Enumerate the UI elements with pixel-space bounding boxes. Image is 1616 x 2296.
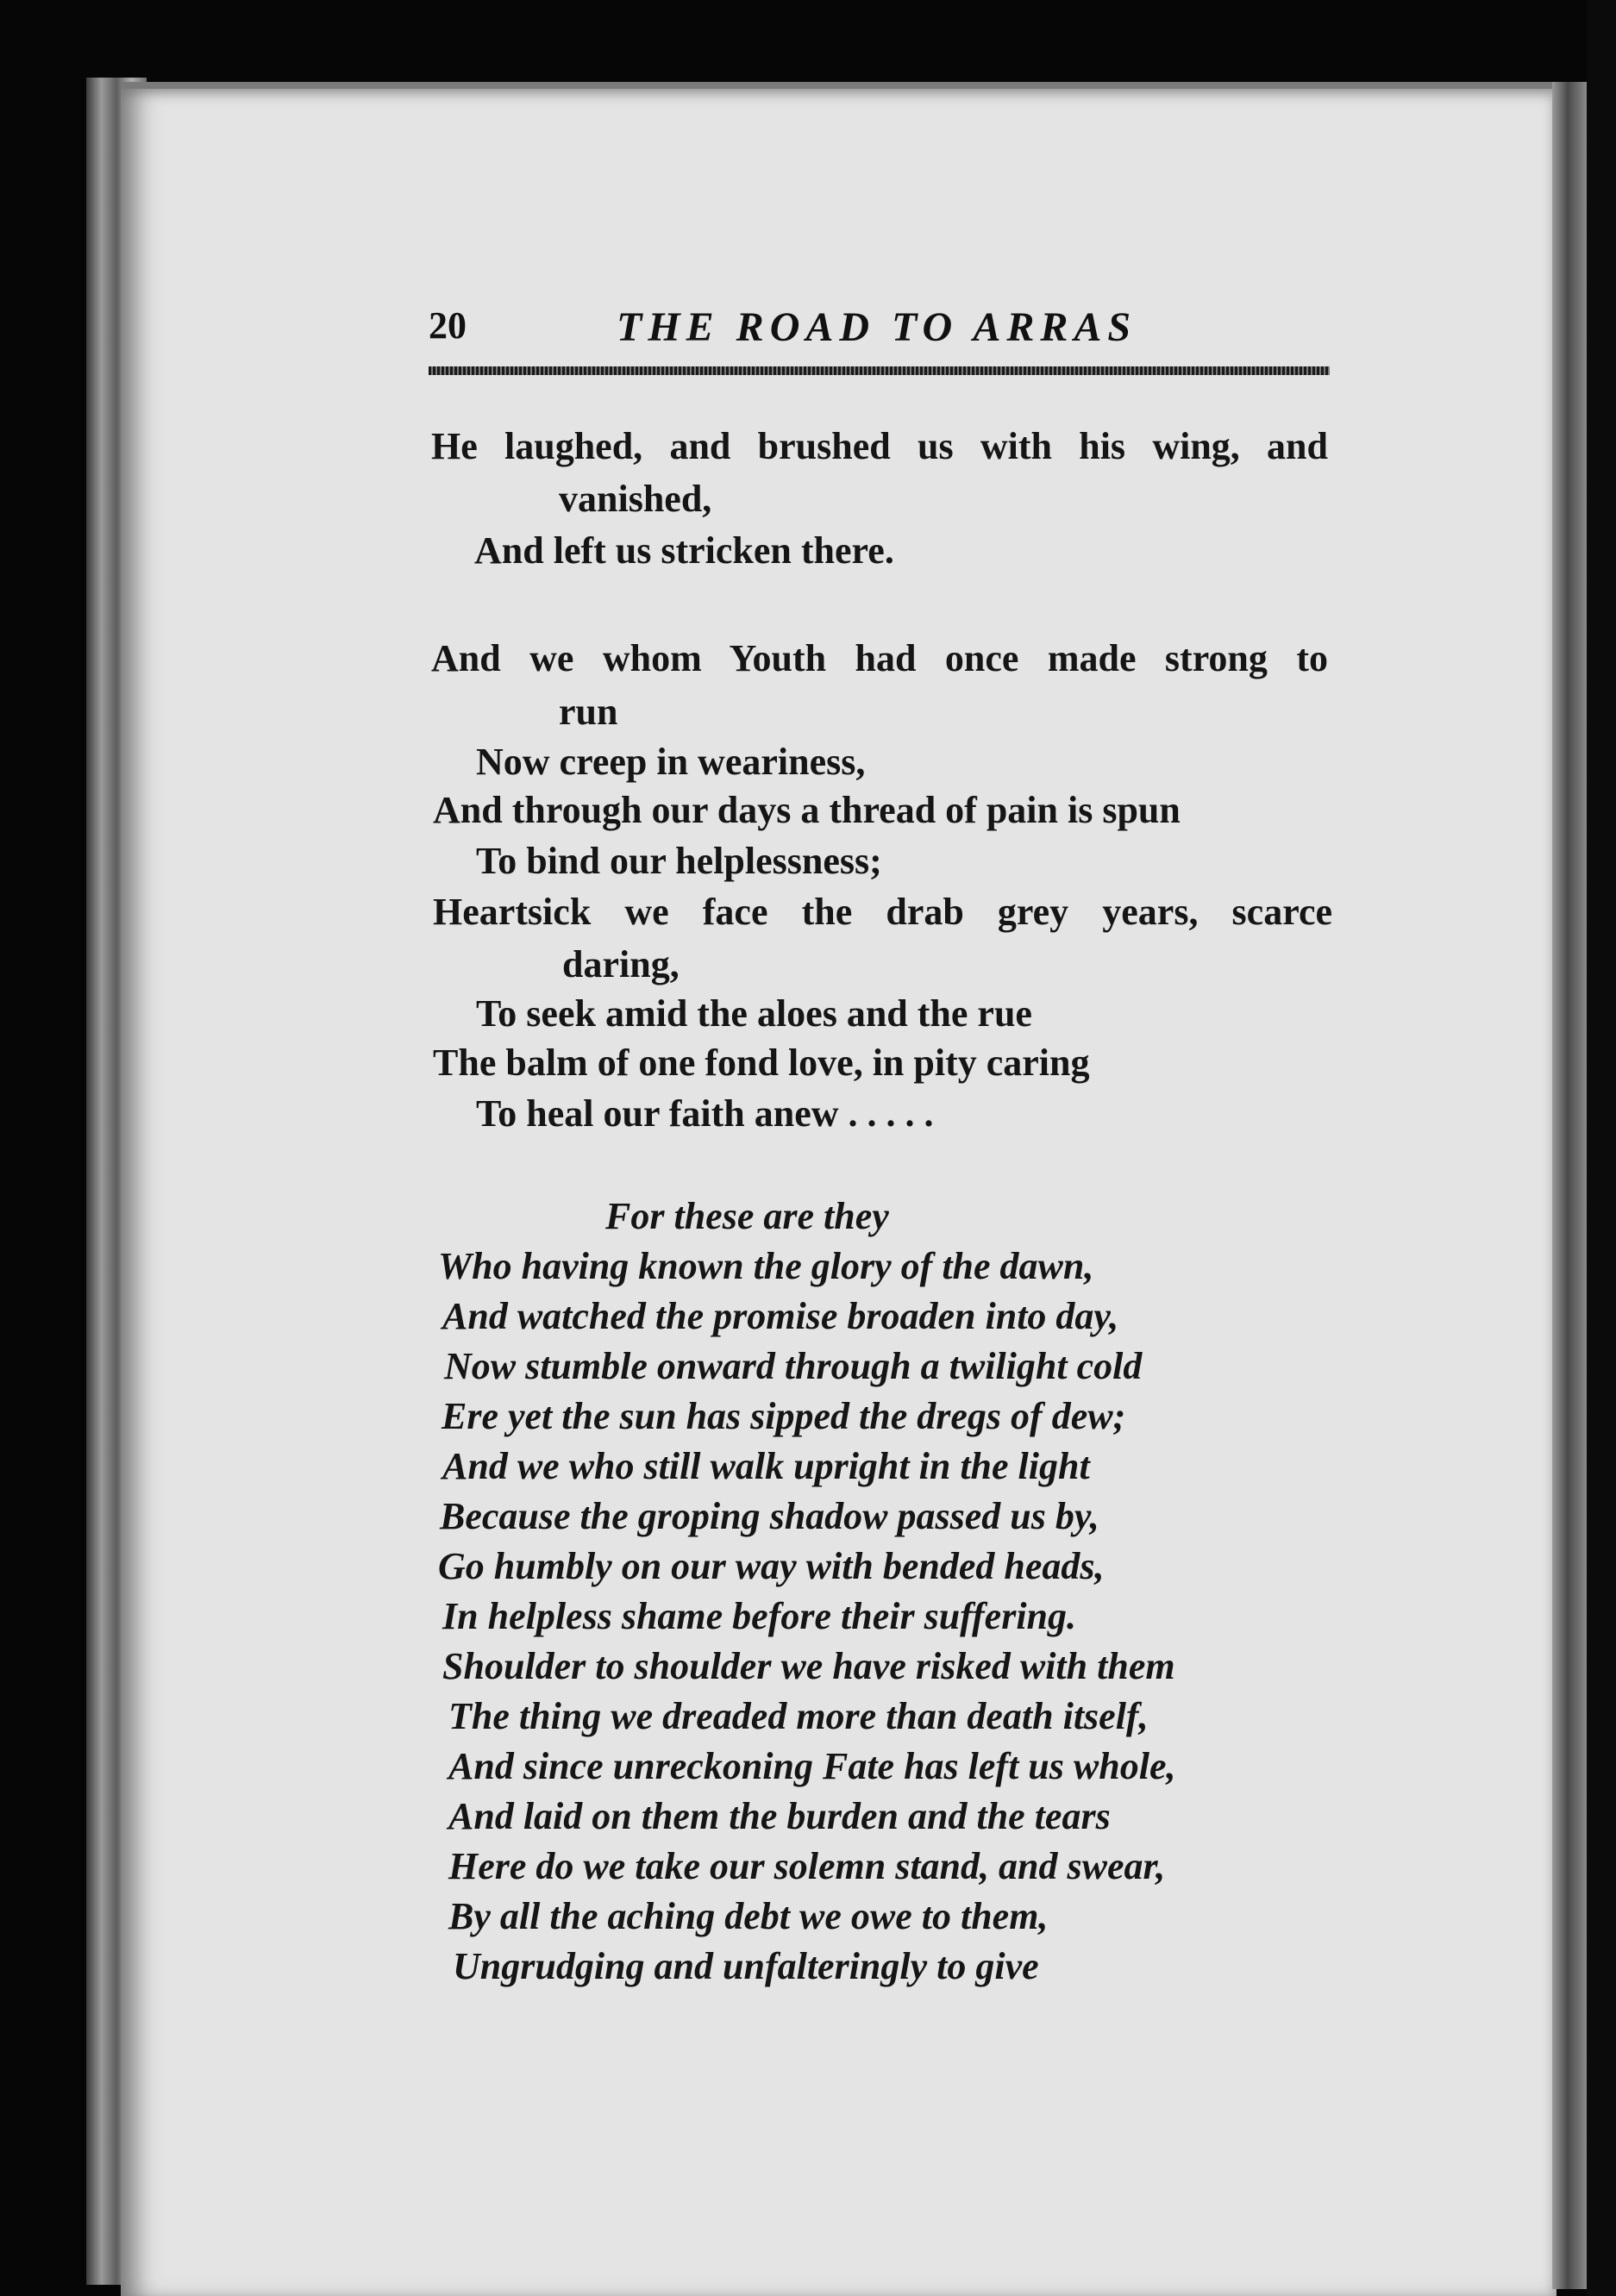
verse-line: Shoulder to shoulder we have risked with them	[442, 1645, 1175, 1687]
running-title: THE ROAD TO ARRAS	[617, 304, 1137, 350]
verse-line: To bind our helplessness;	[476, 840, 882, 882]
verse-line: Because the groping shadow passed us by,	[440, 1495, 1099, 1537]
verse-line: daring,	[562, 943, 680, 985]
verse-line: Who having known the glory of the dawn,	[438, 1245, 1094, 1287]
verse-line: Go humbly on our way with bended heads,	[438, 1545, 1105, 1587]
page-number: 20	[429, 304, 467, 347]
verse-line: And we who still walk upright in the light	[442, 1445, 1090, 1487]
header-rule	[429, 366, 1330, 375]
verse-line: And we whom Youth had once made strong to	[431, 637, 1328, 679]
verse-line: To heal our faith anew . . . . .	[476, 1092, 934, 1135]
verse-line: Now creep in weariness,	[476, 741, 866, 783]
running-header	[429, 303, 1330, 364]
verse-line: Ungrudging and unfalteringly to give	[453, 1945, 1039, 1987]
verse-line: run	[559, 691, 618, 733]
verse-line: To seek amid the aloes and the rue	[476, 992, 1032, 1035]
verse-line: By all the aching debt we owe to them,	[448, 1895, 1049, 1937]
page-right-edge	[1552, 82, 1587, 2289]
scan-right-margin	[1587, 0, 1616, 2296]
verse-line: He laughed, and brushed us with his wing, and	[431, 425, 1328, 467]
verse-line: Here do we take our solemn stand, and swear,	[448, 1845, 1166, 1887]
verse-line: And left us stricken there.	[474, 529, 894, 572]
verse-line: For these are they	[605, 1195, 889, 1237]
verse-line: And laid on them the burden and the tears	[448, 1795, 1111, 1837]
verse-line: vanished,	[559, 478, 712, 520]
verse-line: In helpless shame before their suffering.	[442, 1595, 1077, 1637]
verse-line: The thing we dreaded more than death itself,	[448, 1695, 1149, 1737]
verse-line: Heartsick we face the drab grey years, scarce	[433, 891, 1332, 933]
verse-line: The balm of one fond love, in pity caring	[433, 1042, 1090, 1084]
verse-line: And through our days a thread of pain is spun	[433, 789, 1181, 831]
verse-line: And since unreckoning Fate has left us whole,	[448, 1745, 1176, 1787]
verse-line: Ere yet the sun has sipped the dregs of dew;	[442, 1395, 1126, 1437]
verse-line: Now stumble onward through a twilight cold	[444, 1345, 1143, 1387]
verse-line: And watched the promise broaden into day,	[442, 1295, 1119, 1337]
